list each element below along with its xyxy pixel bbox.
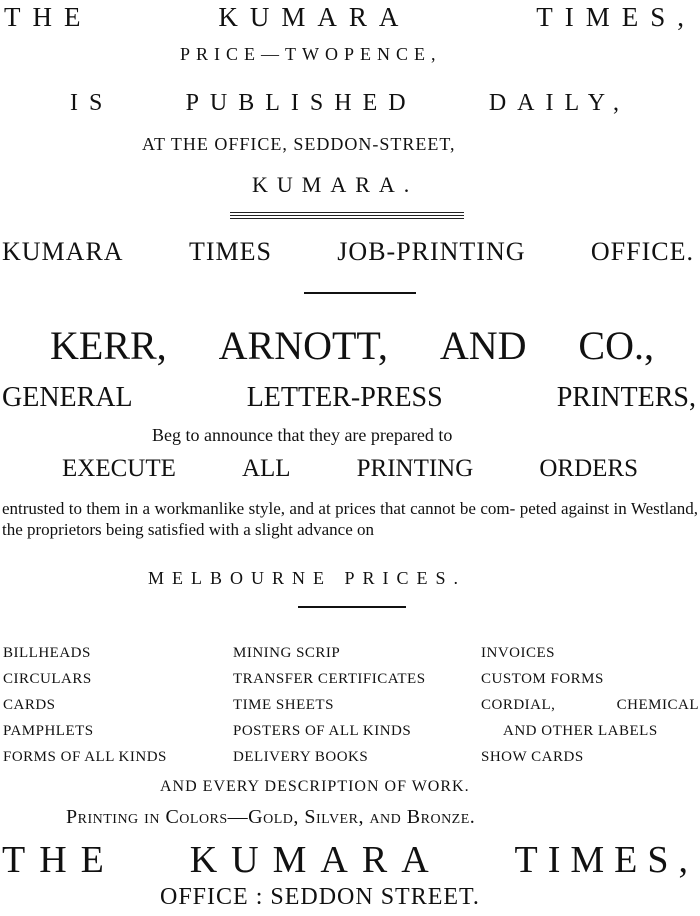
trade-word: LETTER-PRESS	[246, 382, 443, 413]
service-item: CIRCULARS	[3, 671, 92, 687]
masthead-title	[0, 2, 700, 33]
services-column-2	[233, 640, 426, 770]
service-item: FORMS OF ALL KINDS	[3, 749, 167, 765]
firm-name-word: AND	[439, 323, 527, 368]
town-line: KUMARA.	[252, 172, 419, 197]
job-printing-office-heading	[0, 237, 700, 267]
service-item: TIME SHEETS	[233, 697, 334, 713]
execute-word: ORDERS	[539, 455, 638, 482]
colors-text: Printing in Colors—Gold, Silver, and Bronze.	[66, 806, 476, 828]
service-item: TRANSFER CERTIFICATES	[233, 671, 426, 687]
service-item: MINING SCRIP	[233, 645, 341, 661]
service-item: CHEMICAL	[616, 697, 699, 713]
firm-name-word: CO.,	[578, 323, 654, 368]
heading-word: OFFICE.	[590, 237, 694, 266]
service-item: DELIVERY BOOKS	[233, 749, 369, 765]
published-daily-line	[0, 90, 700, 117]
footer-title	[0, 838, 700, 882]
execute-word: PRINTING	[356, 455, 474, 482]
firm-name	[0, 322, 700, 369]
footer-office-line: OFFICE : SEDDON STREET.	[160, 884, 480, 910]
double-divider	[230, 212, 464, 219]
service-item: POSTERS OF ALL KINDS	[233, 723, 412, 739]
masthead-word: TIMES,	[536, 2, 696, 32]
masthead-word: THE	[4, 2, 93, 32]
masthead-word: KUMARA	[218, 2, 411, 32]
melbourne-prices-line: MELBOURNE PRICES.	[148, 568, 467, 588]
published-word: DAILY,	[488, 90, 630, 116]
price-line: PRICE—TWOPENCE,	[180, 44, 442, 64]
colors-line	[0, 806, 700, 829]
execute-orders-line	[0, 455, 700, 483]
service-item: CARDS	[3, 697, 56, 713]
published-word: PUBLISHED	[185, 90, 417, 116]
footer-word: TIMES,	[514, 839, 698, 881]
heading-word: KUMARA	[2, 237, 124, 266]
trade-word: PRINTERS,	[556, 382, 696, 413]
heading-word: TIMES	[188, 237, 272, 266]
execute-word: EXECUTE	[62, 455, 176, 482]
trade-line	[0, 382, 700, 414]
service-item: CUSTOM FORMS	[481, 671, 604, 687]
office-address-line: AT THE OFFICE, SEDDON-STREET,	[142, 134, 456, 154]
service-item: AND OTHER LABELS	[503, 723, 658, 739]
announcement-line: Beg to announce that they are prepared to	[152, 425, 453, 445]
service-item: INVOICES	[481, 645, 555, 661]
published-word: IS	[70, 90, 114, 116]
body-paragraph: entrusted to them in a workmanlike style, and at prices that cannot be com- peted against in Westland, the proprietors being satisfied with a slight advance on	[2, 499, 698, 539]
footer-word: KUMARA	[189, 839, 443, 881]
service-item: PAMPHLETS	[3, 723, 94, 739]
footer-word: THE	[2, 839, 118, 881]
services-column-1	[3, 640, 167, 770]
heading-word: JOB-PRINTING	[337, 237, 526, 266]
short-divider	[304, 292, 416, 294]
service-item: CORDIAL,	[481, 697, 556, 713]
services-column-3	[481, 640, 699, 770]
service-item: BILLHEADS	[3, 645, 91, 661]
execute-word: ALL	[241, 455, 291, 482]
firm-name-word: KERR,	[50, 323, 167, 368]
short-divider	[298, 606, 406, 608]
service-item: SHOW CARDS	[481, 749, 584, 765]
every-description-line: AND EVERY DESCRIPTION OF WORK.	[160, 778, 470, 795]
service-item-split	[481, 692, 699, 718]
firm-name-word: ARNOTT,	[218, 323, 388, 368]
trade-word: GENERAL	[2, 382, 133, 413]
